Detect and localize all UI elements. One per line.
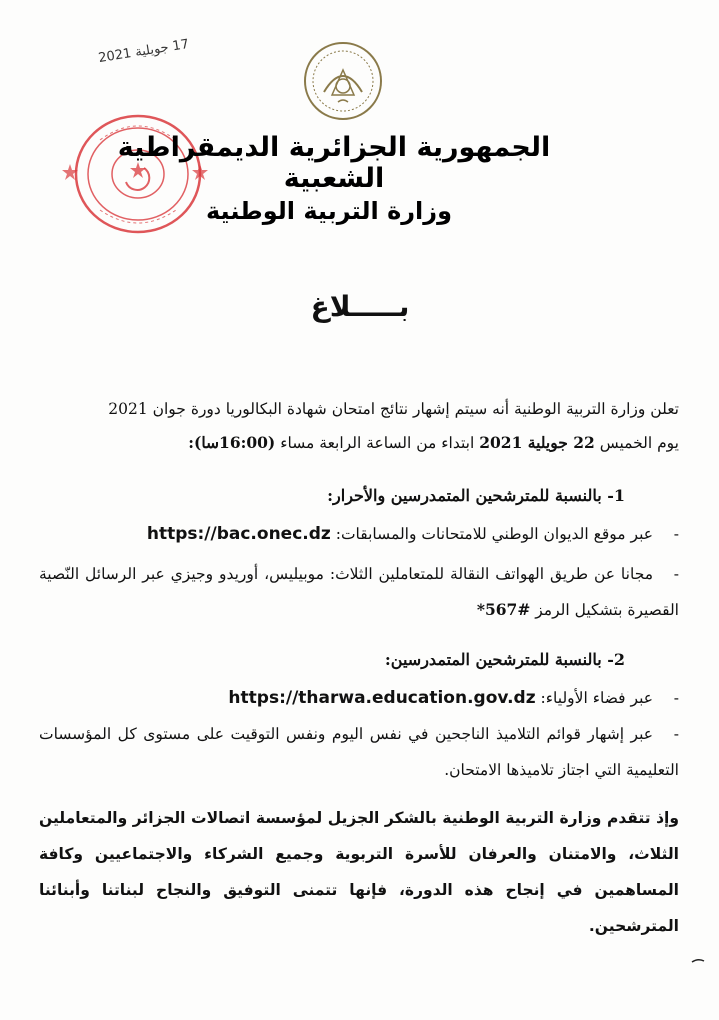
bullet-dash: - bbox=[673, 525, 679, 543]
intro-line2-b: ابتداء من الساعة الرابعة مساء bbox=[275, 434, 480, 452]
republic-heading: الجمهورية الجزائرية الديمقراطية الشعبية bbox=[117, 132, 551, 194]
tharwa-link[interactable]: https://tharwa.education.gov.dz bbox=[228, 688, 536, 708]
closing-paragraph: وإذ تتقدم وزارة التربية الوطنية بالشكر الجزيل لمؤسسة اتصالات الجزائر والمتعاملين الثلاث، والامتنان والعرفان للأسرة التربوية وجميع الشركاء والاجتماعيين وكافة المساهمين في إنجاح هذه الدورة، فإنها تتمنى التوفيق والنجاح لبناتنا وأبنائنا المترشحين. bbox=[39, 809, 679, 935]
intro-line1: تعلن وزارة التربية الوطنية أنه سيتم إشهار نتائج امتحان شهادة البكالوريا دورة جوان 2021 bbox=[108, 400, 679, 418]
section1-item1-text: عبر موقع الديوان الوطني للامتحانات والمسابقات: bbox=[330, 525, 653, 543]
section2-item2-text: عبر إشهار قوائم التلاميذ الناجحين في نفس اليوم ونفس التوقيت على مستوى كل المؤسسات التعليمية التي اجتاز تلاميذها الامتحان. bbox=[39, 725, 679, 779]
ministry-heading: وزارة التربية الوطنية bbox=[205, 197, 453, 225]
section2-item1-text: عبر فضاء الأولياء: bbox=[535, 689, 653, 707]
bullet-dash: - bbox=[673, 565, 679, 583]
sms-code: #567* bbox=[476, 600, 531, 619]
section2-item2 bbox=[39, 716, 679, 788]
bullet-dash: - bbox=[673, 725, 679, 743]
date-stamp: 17 جويلية 2021 bbox=[97, 36, 191, 67]
intro-date: 22 جويلية 2021 bbox=[479, 433, 595, 452]
section1-item2 bbox=[39, 556, 679, 628]
bullet-dash: - bbox=[673, 689, 679, 707]
section2-title: 2- بالنسبة للمترشحين المتمدرسين: bbox=[384, 650, 625, 669]
onec-link[interactable]: https://bac.onec.dz bbox=[146, 524, 331, 544]
announcement-title: بـــــلاغ bbox=[310, 290, 410, 323]
section2-item1 bbox=[39, 680, 679, 716]
section1-item2-text: مجانا عن طريق الهواتف النقالة للمتعاملين الثلاث: موبيليس، أوريدو وجيزي عبر الرسائل النّصية القصيرة بتشكيل الرمز bbox=[39, 565, 679, 619]
scan-mark-icon bbox=[691, 958, 705, 964]
intro-time: (16:00سا): bbox=[188, 433, 276, 452]
section1-title: 1- بالنسبة للمترشحين المتمدرسين والأحرار: bbox=[327, 486, 625, 505]
section1-item1 bbox=[39, 516, 679, 552]
algeria-emblem-icon bbox=[302, 40, 384, 122]
intro-line2-a: يوم الخميس bbox=[594, 434, 679, 452]
intro-paragraph bbox=[39, 392, 679, 460]
